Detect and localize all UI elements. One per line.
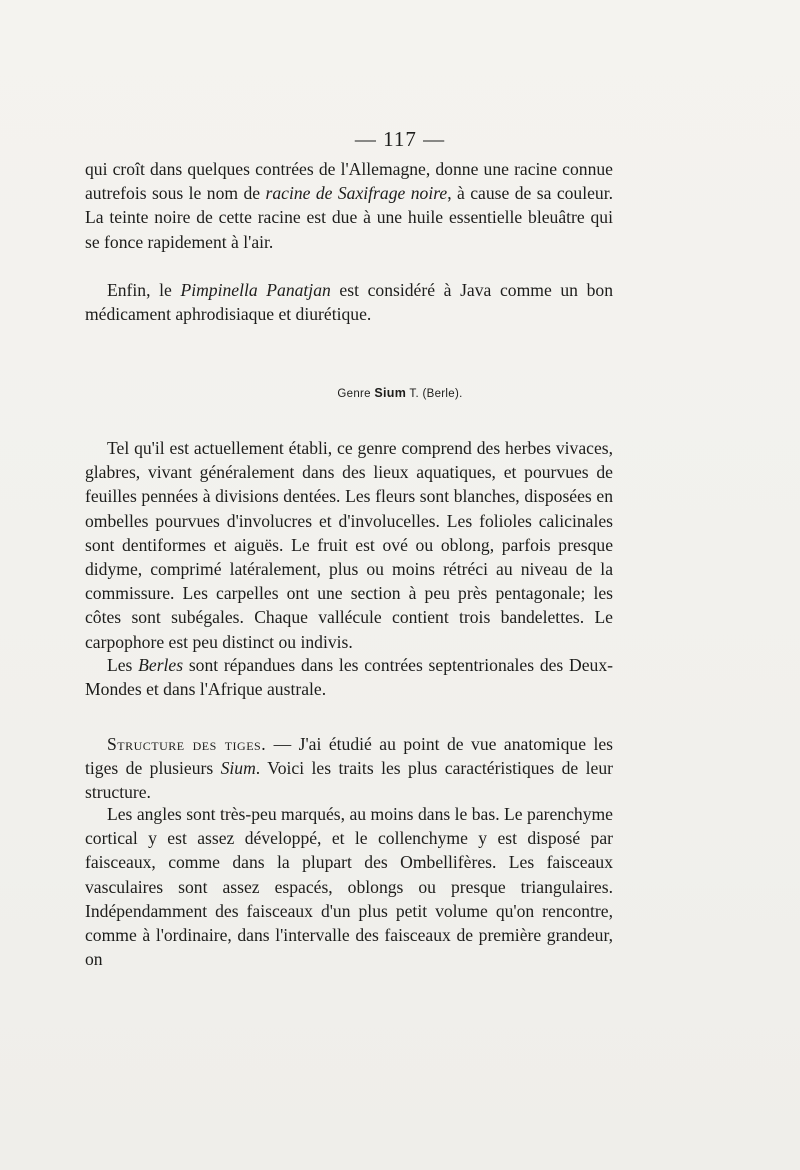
italic-term: racine de Saxifrage noire [265,183,448,204]
paragraph-text: , à cause de sa couleur. La teinte noire de cette racine est due à une huile essentielle bleuâtre qui se fonce rapidement à l'air. [85,183,614,252]
paragraph-berles [85,653,613,701]
paragraph-text: Tel qu'il est actuellement établi, ce genre comprend des herbes vivaces, glabres, vivant généralement dans des lieux aquatiques, et pourvues de feuilles pennées à divisions dentées. Les fleurs sont blanches, disposées en ombelles pourvues d'involucres et d'involucelles. Les folioles calicinales sont dentiformes et aiguës. Le fruit est ové ou oblong, parfois presque didyme, comprimé latéralement, plus ou moins rétréci au niveau de la commissure. Les carpelles ont une section à peu près pentagonale; les côtes sont subégales. Chaque vallécule contient trois bandelettes. Le carpophore est peu distinct ou indivis. [85,438,613,652]
paragraph-text: Les [107,655,139,675]
paragraph-text: sont répandues dans les contrées septentrionales des Deux-Mondes et dans l'Afrique australe. [85,655,613,700]
paragraph-text: . Voici les traits les plus caractéristiques de leur structure. [85,758,613,803]
paragraph-pimpinella [85,278,613,326]
paragraph-text: Les angles sont très-peu marqués, au moins dans le bas. Le parenchyme cortical y est assez développé, et le collenchyme y est disposé par faisceaux, comme dans la plupart des Ombellifères. Les faisceaux vasculaires sont assez espacés, oblongs ou presque triangulaires. Indépendamment des faisceaux d'un plus petit volume qu'on rencontre, comme à l'ordinaire, dans l'intervalle des faisceaux de première grandeur, on [85,804,613,970]
paragraph-saxifrage [85,157,613,254]
paragraph-structure [85,732,613,805]
italic-term: Pimpinella Panatjan [180,280,331,300]
paragraph-text: J'ai étudié au point de vue anatomique les tiges de plusieurs [85,734,614,779]
italic-term: Berles [138,655,184,675]
paragraph-text: qui croît dans quelques contrées de l'Allemagne, donne une racine connue autrefois sous le nom de [85,159,613,204]
paragraph-genre-description [85,436,613,654]
paragraph-text: Enfin, le [107,280,181,300]
genre-prefix: Genre [337,388,375,400]
paragraph-angles [85,802,613,971]
paragraph-text: est considéré à Java comme un bon médicament aphrodisiaque et diurétique. [85,280,613,325]
genre-heading [0,386,800,400]
genre-name: Sium [374,386,407,400]
italic-term: Sium [220,758,256,779]
section-heading: Structure des tiges. [107,734,267,754]
dash: — [266,734,299,754]
page-number: — 117 — [354,127,446,151]
genre-suffix: T. (Berle). [406,388,463,400]
